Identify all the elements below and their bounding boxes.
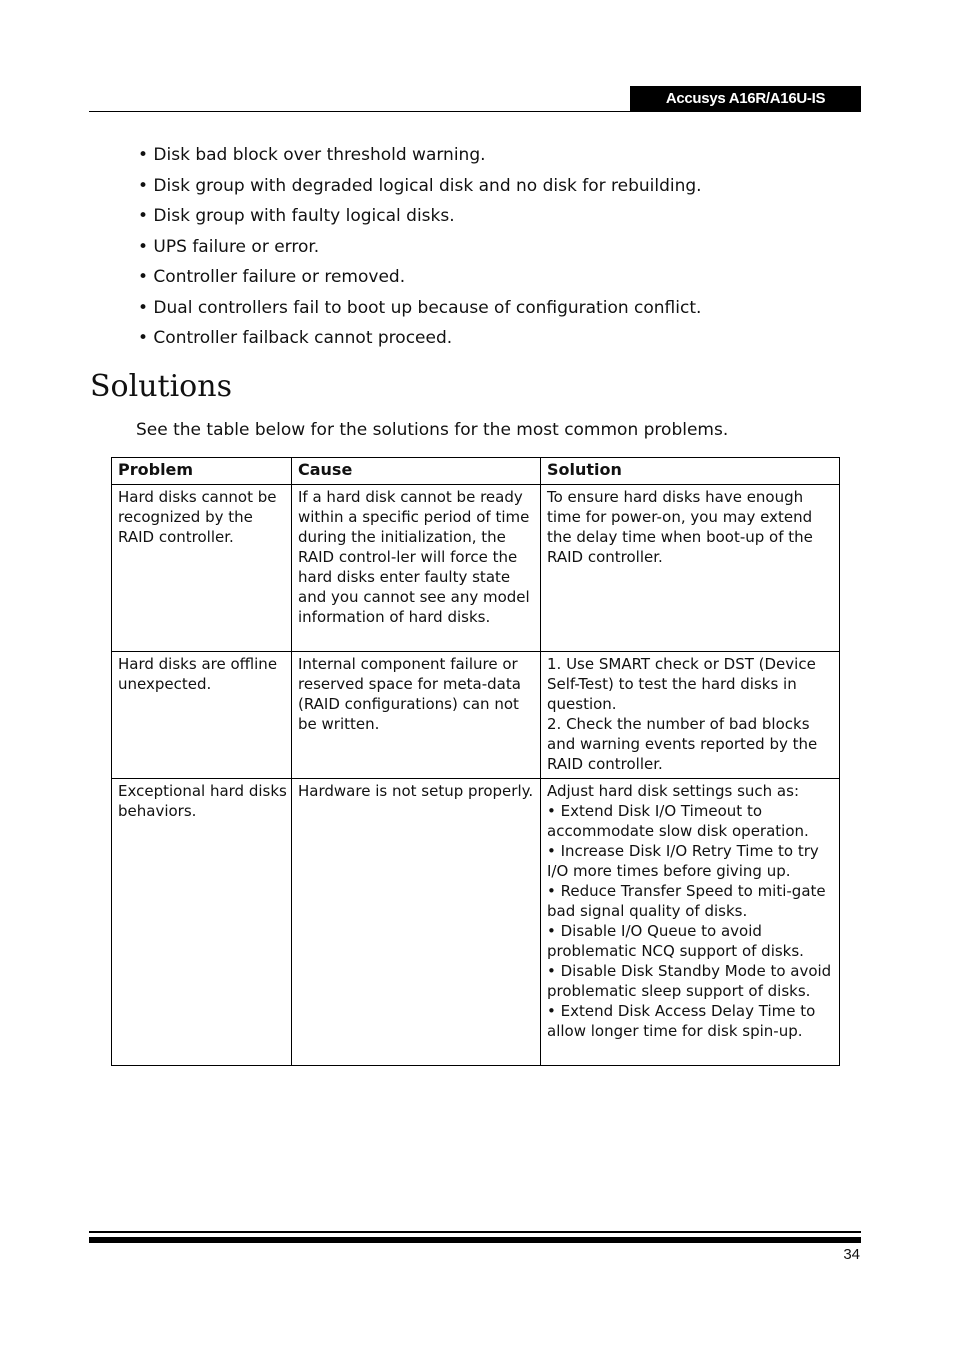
solution-cell: 1. Use SMART check or DST (Device Self-Test) to test the hard disks in question. 2. Check the number of bad blocks and warning events reported by the RAID controller. (541, 652, 840, 779)
problem-cell: Hard disks cannot be recognized by the RAID controller. (112, 485, 292, 652)
bullet-item: • UPS failure or error. (138, 236, 320, 257)
bullet-item: • Dual controllers fail to boot up because of configuration conflict. (138, 297, 702, 318)
bullet-item: • Disk group with faulty logical disks. (138, 206, 455, 226)
cause-cell: Internal component failure or reserved space for meta-data (RAID configurations) can not be written. (292, 652, 541, 779)
column-header-cause: Cause (292, 458, 541, 485)
column-header-solution: Solution (541, 458, 840, 485)
table-row (112, 779, 840, 1066)
table-header-row (112, 458, 840, 485)
warning-bullet-list (138, 140, 702, 354)
footer-rule-thin (89, 1231, 861, 1233)
problem-cell: Hard disks are offline unexpected. (112, 652, 292, 779)
page-number: 34 (843, 1246, 860, 1263)
footer-rule-thick (89, 1237, 861, 1243)
solution-cell: To ensure hard disks have enough time for power-on, you may extend the delay time when boot-up of the RAID controller. (541, 485, 840, 652)
bullet-item: • Disk group with degraded logical disk and no disk for rebuilding. (138, 175, 702, 196)
cause-cell: If a hard disk cannot be ready within a specific period of time during the initialization, the RAID control-ler will force the hard disks enter faulty state and you cannot see any model information of hard disks. (292, 485, 541, 652)
problem-cell: Exceptional hard disks behaviors. (112, 779, 292, 1066)
table-row (112, 652, 840, 779)
bullet-item: • Disk bad block over threshold warning. (138, 145, 486, 165)
header-product-title: Accusys A16R/A16U-IS (630, 86, 861, 112)
column-header-problem: Problem (112, 458, 292, 485)
table-row (112, 485, 840, 652)
cause-cell: Hardware is not setup properly. (292, 779, 541, 1066)
section-intro: See the table below for the solutions for the most common problems. (136, 420, 729, 440)
bullet-item: • Controller failback cannot proceed. (138, 328, 453, 348)
solution-cell: Adjust hard disk settings such as: • Extend Disk I/O Timeout to accommodate slow disk operation. • Increase Disk I/O Retry Time to try I/O more times before giving up. • Reduce Transfer Speed to miti-gate bad signal quality of disks. • Disable I/O Queue to avoid problematic NCQ support of disks. • Disable Disk Standby Mode to avoid problematic sleep support of disks. • Extend Disk Access Delay Time to allow longer time for disk spin-up. (541, 779, 840, 1066)
section-title: Solutions (90, 369, 232, 404)
header-rule (89, 111, 861, 112)
solutions-table (111, 457, 840, 1066)
bullet-item: • Controller failure or removed. (138, 267, 406, 287)
